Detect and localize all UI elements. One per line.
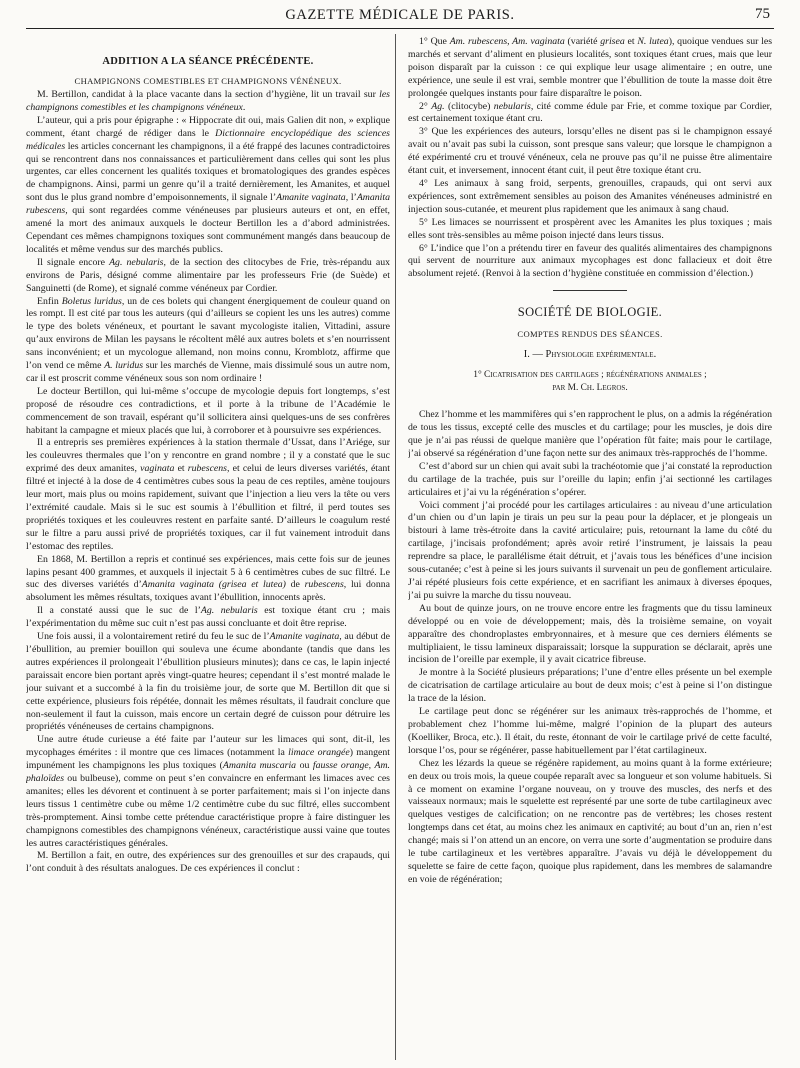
italic-term: grisea [600, 36, 625, 47]
italic-term: rubescens [304, 579, 344, 591]
society-title: SOCIÉTÉ DE BIOLOGIE. [517, 305, 663, 320]
conclusion-list [408, 36, 772, 281]
italic-term: Dictionnaire encyclopédique des sciences médicales [26, 127, 390, 152]
paragraph: C’est d’abord sur un chien qui avait subi la trachéotomie que j’ai constaté la reproduction du cartilage de la trachée, puis sur l’oreille du lapin; enfin j’ai sectionné les cartilages articulaires et j’ai vu la régénération s’opérer. [408, 460, 772, 498]
paragraph: Je montre à la Société plusieurs préparations; l’une d’entre elles présente un bel exemple de cicatrisation de cartilage articulaire au bout de deux mois; c’est à peine si l’on distingue la trace de la lésion. [408, 667, 772, 705]
paragraph: Il signale encore Ag. nebularis, de la section des clitocybes de Frie, très-répandu aux environs de Paris, désigné comme alimentaire par les professeurs Frie (de Suède) et Sanguinetti (de Rome), et signalé comme vénéneux par Cordier. [26, 256, 390, 294]
article-title: 1° Cicatrisation des cartilages ; régénérations animales ; [473, 370, 707, 381]
paragraph: Chez l’homme et les mammifères qui s’en rapprochent le plus, on a admis la régénération de tous les tissus, excepté celle des muscles et du cartilage; pour les muscles, je dois dire que je n’ai pas réussi de quelque manière que l’opération fût faite; mais pour le cartilage, j’ai observé sa régénération d’une façon nette sur des animaux très-rapprochés de l’homme. [408, 409, 772, 459]
paragraph: Une fois aussi, il a volontairement retiré du feu le suc de l’Amanite vaginata, au début de l’ébullition, au premier bouillon qui souleva une écume abondante (tandis que dans les autres expériences il prolongeait l’ébullition plusieurs minutes); dans ce cas, le lapin injecté paraissait encore bien portant après vingt-quatre heures; cependant il s’est montré malade le jour suivant et a succombé à la fin du troisième jour, de sorte que M. Bertillon dit que si cette expérience, plusieurs fois répétée, donnait les mêmes résultats, il faudrait conclure que non-seulement il faut la cuisson, mais encore un certain degré de cuisson pour détruire les propriétés vénéneuses de certains champignons. [26, 631, 390, 733]
section-title: ADDITION A LA SÉANCE PRÉCÉDENTE. [102, 56, 314, 67]
paragraph: Le docteur Bertillon, qui lui-même s’occupe de mycologie depuis fort longtemps, s’est proposé de résoudre ces contradictions, et il porte à la tribune de l’Académie le commencement de son travail, espérant qu’il sollicitera ainsi quelques-uns de ses confrères habitant la campagne et mieux placés que lui, à corroborer et à poursuivre ses expériences. [26, 385, 390, 436]
italic-term: Amanita muscaria [222, 760, 297, 772]
italic-term: Amanita rubescens [26, 192, 390, 217]
italic-term: Amanita vaginata (grisea et lutea) [141, 579, 286, 591]
page-number: 75 [755, 6, 770, 22]
conclusion-item: 2° Ag. (clitocybe) nebularis, cité comme édule par Frie, et comme toxique par Cordier, est certainement toxique étant cru. [408, 100, 772, 125]
journal-title: GAZETTE MÉDICALE DE PARIS. [285, 7, 515, 23]
italic-term: Am. rubescens, Am. vaginata [449, 36, 565, 47]
paragraph: Il a entrepris ses premières expériences à la station thermale d’Ussat, dans l’Ariége, sur les couleuvres thermales que l’on y rencontre en grand nombre ; il y a constaté que le suc exprimé des deux amanites, vaginata et rubescens, et celui de leurs diverses variétés, étant filtré et injecté à la dose de 4 centimètres cubes sous la peau de ces reptiles, amène toujours leur mort, mais plus ou moins rapidement, suivant que l’injection a lieu vers la tête ou vers l’extrémité caudale. Mais si le suc est soumis à l’ébullition et filtré, il perd toutes ses propriétés toxiques et les couleuvres restent en parfaite santé. D’ailleurs le coagulum resté sur le filtre a paru aussi privé de propriétés toxiques, car il fut vainement introduit dans l’estomac des reptiles. [26, 437, 390, 552]
subsection-title: CHAMPIGNONS COMESTIBLES ET CHAMPIGNONS VÉNÉNEUX. [74, 76, 342, 86]
paragraph: L’auteur, qui a pris pour épigraphe : « Hippocrate dit oui, mais Galien dit non, » explique comment, étant chargé de rédiger dans le Dictionnaire encyclopédique des sciences médicales les articles concernant les champignons, il a été frappé des lacunes contradictoires qui se rencontrent dans nos connaissances et particulièrement dans celles qui sont les plus urgentes, car elles concernent les qualités toxiques et bromatologiques des grandes espèces de champignons. Ainsi, parmi un genre qu’il a traité dernièrement, les Amanites, et auquel sont dus le plus grand nombre d’empoisonnements, il signale l’Amanite vaginata, l’Amanita rubescens, qui sont regardées comme vénéneuses par plusieurs auteurs et ont, en effet, amené la mort des animaux auxquels le docteur Bertillon les a d’abord administrées. Cependant ces mêmes champignons toxiques sont communément mangés dans beaucoup de localités et même vendus sur des marchés publics. [26, 114, 390, 255]
conclusion-item: 4° Les animaux à sang froid, serpents, grenouilles, crapauds, qui ont servi aux expériences, sont extrêmement sensibles au poison des Amanites vénéneuses administré en injection sous-cutanée, et meurent plus rapidement que les animaux à sang chaud. [408, 177, 772, 215]
italic-term: nebularis [493, 100, 531, 112]
paragraph: Chez les lézards la queue se régénère rapidement, au moins quant à la forme extérieure; en deux ou trois mois, la queue coupée reparaît avec sa longueur et son volume habituels. Si à ce moment on examine l’organe nouveau, on y trouve des muscles, des nerfs et des vaisseaux normaux; mais le squelette est représenté par une sorte de tube cartilagineux avec quelques vestiges de calcification; on ne rencontre pas de vertèbres; les choses restent longtemps dans cet état, au moins chez les animaux en captivité; au bout d’un an, rien n’est changé; mais si l’on attend un an encore, on verra une sorte d’augmentation se produire dans le tube cartilagineux et les vertèbres apparaître. J’avais vu déjà le développement du squelette se faire de cette façon, quoique plus rapidement, dans les membres de salamandre en voie de régénération; [408, 757, 772, 885]
article-author: par M. Ch. Legros. [552, 383, 628, 394]
italic-term: Ag. nebularis [200, 605, 258, 617]
paragraph: Le cartilage peut donc se régénérer sur les animaux très-rapprochés de l’homme, et probablement chez l’homme lui-même, malgré l’opinion de la plupart des auteurs (Koelliker, Broca, etc.). Il était, du reste, étonnant de voir le cartilage privé de cette faculté, lorsque l’os, pour se régénérer, passe habituellement par l’état cartilagineux. [408, 706, 772, 756]
conclusion-item: 1° Que Am. rubescens, Am. vaginata (variété grisea et N. lutea), quoique vendues sur les marchés et servant d’aliment en plusieurs localités, sont toxiques étant crues, mais que leur poison disparaît par la cuisson : ce qui explique leur usage alimentaire ; en outre, une expérience, une seule il est vrai, semble montrer que l’ébullition de toute la masse doit être prolongée quelques instants pour faire disparaître le poison. [408, 36, 772, 99]
paragraph: Une autre étude curieuse a été faite par l’auteur sur les limaces qui sont, dit-il, les mycophages émérites : il montre que ces limaces (notamment la limace orangée) mangent impunément les champignons les plus toxiques (Amanita muscaria ou fausse orange, Am. phaloïdes ou bulbeuse), comme on peut s’en convaincre en enfermant les limaces avec ces amanites; elles les dévorent et continuent à se porter parfaitement; mais si l’on injecte dans leurs tissus 1 centimètre cube ou même 1/2 centimètre cube du suc filtré, elles succombent très-promptement. Ainsi tombe cette prétendue caractéristique propre à faire distinguer les champignons comestibles des champignons vénéneux, caractéristique aussi vaine que toutes les autres caractéristiques générales. [26, 734, 390, 849]
italic-term: vaginata [140, 463, 175, 475]
right-paragraphs [408, 409, 772, 887]
paragraph: M. Bertillon, candidat à la place vacante dans la section d’hygiène, lit un travail sur les champignons comestibles et les champignons vénéneux. [26, 89, 390, 113]
page-header [26, 6, 774, 29]
conclusion-item: 6° L’indice que l’on a prétendu tirer en faveur des qualités alimentaires des champignons qui servent de nourriture aux animaux mycophages est donc fallacieux et doit être absolument rejeté. (Renvoi à la section d’hygiène constituée en commission d’élection.) [408, 242, 772, 280]
section-divider [553, 290, 627, 291]
left-paragraphs [26, 89, 390, 876]
italic-term: fausse orange, Am. phaloïdes [26, 760, 390, 785]
conclusion-item: 3° Que les expériences des auteurs, lorsqu’elles ne disent pas si le champignon essayé avait ou n’avait pas subi la cuisson, sont presque sans valeur; que lorsque le champignon a été expérimenté cru et trouvé vénéneux, cela ne prouve pas qu’il ne puisse être alimentaire étant cuit, et inversement, innocent étant cuit, il peut être toxique étant cru. [408, 126, 772, 177]
right-column [408, 36, 772, 1060]
italic-term: rubescens [187, 463, 227, 475]
italic-term: Boletus luridus [61, 295, 122, 307]
italic-term: Amanite vaginata [276, 192, 346, 204]
italic-term: les champignons comestibles et les champignons vénéneux [26, 89, 390, 113]
left-column [26, 36, 390, 1060]
paragraph: Enfin Boletus luridus, un de ces bolets qui changent énergiquement de couleur quand on les rompt. Il est cité par tous les auteurs (qui d’ailleurs se copient les uns les autres) comme le type des bolets vénéneux, et pourtant le savant mycologiste italien, Vittadini, assure qu’aux environs de Milan les paysans le récoltent mêlé aux autres bolets et s’en nourrissent sans inconvénient; et un mycologue allemand, non moins connu, Kromblotz, affirme que l’on vend ce même A. luridus sur les marchés de Vienne, mais dissimulé sous un autre nom, car il est proscrit comme vénéneux sous son nom ordinaire ! [26, 295, 390, 384]
conclusion-item: 5° Les limaces se nourrissent et prospèrent avec les Amanites les plus toxiques ; mais elles sont très-sensibles au même poison injecté dans leurs tissus. [408, 216, 772, 241]
paragraph: M. Bertillon a fait, en outre, des expériences sur des grenouilles et sur des crapauds, qui l’ont conduit à des résultats analogues. De ces expériences il conclut : [26, 850, 390, 875]
paragraph: Il a constaté aussi que le suc de l’Ag. nebularis est toxique étant cru ; mais l’expérimentation du même suc cuit n’est pas aussi concluante et doit être reprise. [26, 605, 390, 630]
italic-term: Ag. nebularis [109, 256, 164, 268]
paragraph: Au bout de quinze jours, on ne trouve encore entre les fragments que du tissu lamineux développé ou en voie de développement; mais, dès la troisième semaine, on voyait apparaître des chondroplastes embryonnaires, et à mesure que ces derniers éléments se multipliaient, le tissu lamineux disparaissait; lorsque la suppuration se déclarait, après une incision de l’oreille par exemple, il y avait cicatrice fibreuse. [408, 602, 772, 666]
column-divider [395, 34, 396, 1060]
paragraph: En 1868, M. Bertillon a repris et continué ses expériences, mais cette fois sur de jeunes lapins pesant 400 grammes, et auxquels il injectait 5 à 6 centimètres cubes de suc filtré. Le suc des diverses variétés d’Amanita vaginata (grisea et lutea) de rubescens, lui donna absolument les mêmes résultats, toxiques avant l’ébullition, innocents après. [26, 553, 390, 604]
italic-term: N. lutea [637, 36, 669, 47]
italic-term: Amanite vaginata [269, 631, 340, 643]
article-heading [408, 369, 772, 395]
italic-term: limace orangée [288, 747, 350, 759]
chapter-heading: I. — Physiologie expérimentale. [523, 349, 657, 361]
paragraph: Voici comment j’ai procédé pour les cartilages articulaires : au niveau d’une articulation d’un chien ou d’un lapin je tirais un peu sur la peau pour la déplacer, et je plongeais un bistouri à lame très-étroite dans la cavité articulaire; puis, retournant la lame du côté du cartilage, j’incisais profondément; après avoir retiré l’instrument, je laissais la peau reprendre sa place, le parallélisme était détruit, et j’avais tous les bénéfices d’une incision sous-cutanée; c’est à peine si les jours suivants il survenait un peu de gonflement articulaire. J’ai répété plusieurs fois cette expérience, et en sacrifiant les animaux à diverses époques, j’ai pu suivre la marche du tissu nouveau. [408, 499, 772, 601]
italic-term: A. luridus [104, 360, 144, 372]
reports-heading: COMPTES RENDUS DES SÉANCES. [517, 329, 663, 340]
italic-term: Ag. [431, 100, 445, 112]
